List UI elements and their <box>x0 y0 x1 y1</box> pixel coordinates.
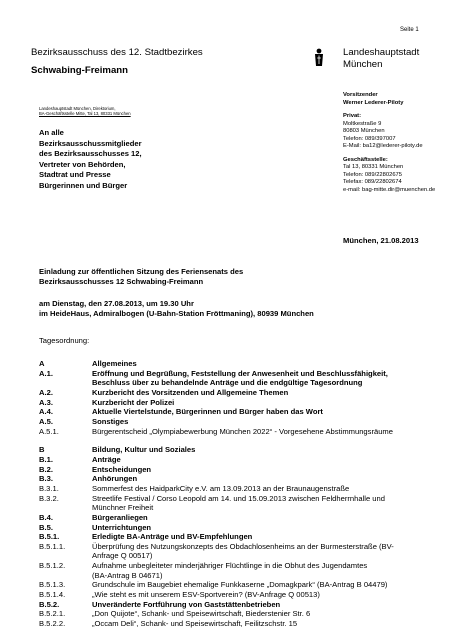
agenda-item-number: B.4. <box>39 512 53 522</box>
private-heading: Privat: <box>343 113 362 119</box>
agenda-item-number <box>39 378 92 388</box>
agenda-item-number <box>39 503 92 513</box>
agenda-item-number: B.1. <box>39 454 53 464</box>
agenda-item <box>39 609 441 619</box>
private-line: Telefon: 089/397007 <box>343 135 396 142</box>
agenda-item <box>39 398 441 408</box>
issuer-name: Bezirksausschuss des 12. Stadtbezirkes <box>31 47 203 58</box>
agenda-item-text: Bürgeranliegen <box>92 512 148 522</box>
office-line: Tal 13, 80331 München <box>343 164 404 170</box>
agenda-item <box>39 513 441 523</box>
meeting-location: im HeideHaus, Admiralbogen (U-Bahn-Station Fröttmaning), 80939 München <box>39 309 314 318</box>
agenda-item-number: B.2. <box>39 464 53 474</box>
agenda-item-number: B <box>39 445 45 455</box>
chair-heading: Vorsitzender <box>343 92 378 98</box>
agenda-item-number: B.3.1. <box>39 483 59 493</box>
recipient-line: Bezirksausschussmitglieder <box>39 138 142 148</box>
office-line: Telefon: 089/22802675 <box>343 171 402 178</box>
office-heading: Geschäftsstelle: <box>343 156 388 163</box>
agenda-item-text: Anfrage Q 00517) <box>92 551 153 561</box>
recipient-line: An alle <box>39 128 64 137</box>
agenda-item-number: B.5.2.1. <box>39 609 66 619</box>
agenda-item-text: Überprüfung des Nutzungskonzepts des Obdachlosenheims an der Burmesterstraße (BV- <box>92 541 394 551</box>
agenda-item <box>39 561 441 571</box>
agenda-item <box>39 571 441 581</box>
agenda-item-number: A.5.1. <box>39 426 59 436</box>
agenda-item <box>39 455 441 465</box>
agenda-item-text: Aufnahme unbegleiteter minderjähriger Flüchtlinge in die Obhut des Jugendamtes <box>92 561 368 571</box>
agenda-item-text: Kurzbericht des Vorsitzenden und Allgemeine Themen <box>92 387 289 397</box>
agenda-item-number: A.4. <box>39 407 53 417</box>
agenda-item-number: A <box>39 359 45 368</box>
private-line: 80803 München <box>343 128 385 134</box>
agenda-item-number: B.5. <box>39 522 53 532</box>
agenda-item <box>39 523 441 533</box>
invitation-line2: Bezirksausschusses 12 Schwabing-Freimann <box>39 277 204 286</box>
invitation-line1: Einladung zur öffentlichen Sitzung des Feriensenats des <box>39 267 244 276</box>
agenda-item-text: Münchner Freiheit <box>92 503 154 513</box>
agenda-item-text: Eröffnung und Begrüßung, Feststellung der Anwesenheit und Beschlussfähigkeit, <box>92 368 388 378</box>
agenda-item <box>39 484 441 494</box>
recipient-block <box>39 128 142 191</box>
agenda-item-number: B.5.1. <box>39 532 60 542</box>
agenda-item <box>39 551 441 561</box>
city-line2: München <box>343 59 383 70</box>
city-block <box>343 47 419 71</box>
agenda-item <box>39 465 441 475</box>
agenda-item <box>39 503 441 513</box>
agenda-item-text: Bildung, Kultur und Soziales <box>92 445 196 455</box>
agenda-item <box>39 619 441 629</box>
letter-date: München, 21.08.2013 <box>343 236 419 245</box>
agenda-item-text: „Don Quijote“, Schank- und Speisewirtschaft, Biederstenier Str. 6 <box>92 609 311 619</box>
agenda-item <box>39 407 441 417</box>
meeting-details <box>39 299 314 319</box>
agenda-item-text: Anhörungen <box>92 474 138 484</box>
issuer-block <box>31 47 203 77</box>
agenda-item <box>39 427 441 437</box>
agenda-item-text: „Wie steht es mit unserem ESV-Sportverein? (BV-Anfrage Q 00513) <box>92 590 320 600</box>
agenda-item <box>39 417 441 427</box>
agenda-item <box>39 378 441 388</box>
agenda-item <box>39 590 441 600</box>
agenda-list <box>39 359 441 629</box>
agenda-item-number <box>39 551 92 561</box>
agenda-item-text: Anträge <box>92 454 121 464</box>
private-line: E-Mail: ba12@lederer-piloty.de <box>343 143 423 149</box>
agenda-item-text: Erledigte BA-Anträge und BV-Empfehlungen <box>92 532 253 542</box>
sender-line2: BA-Geschäftsstelle Mitte, Tal 13, 80331 München <box>39 111 131 116</box>
agenda-item <box>39 388 441 398</box>
agenda-item-number: B.5.2. <box>39 599 60 609</box>
agenda-item <box>39 494 441 504</box>
agenda-item <box>39 359 441 369</box>
agenda-item-number: B.3. <box>39 474 53 484</box>
page-number: Seite 1 <box>400 27 419 33</box>
recipient-line: Bürgerinnen und Bürger <box>39 180 128 190</box>
agenda-item-text: Beschluss über zu behandelnde Anträge und die endgültige Tagesordnung <box>92 378 363 388</box>
agenda-item <box>39 445 441 455</box>
agenda-item-text: „Occam Deli“, Schank- und Speisewirtschaft, Feilitzschstr. 15 <box>92 619 298 629</box>
agenda-item-text: Streetlife Festival / Corso Leopold am 14. und 15.09.2013 zwischen Feldherrnhalle und <box>92 493 385 503</box>
agenda-item-text: Unveränderte Fortführung von Gaststättenbetrieben <box>92 599 281 609</box>
agenda-item-number: B.5.1.3. <box>39 580 66 590</box>
recipient-line: Vertreter von Behörden, <box>39 159 126 169</box>
agenda-item-text: Bürgerentscheid „Olympiabewerbung München 2022“ - Vorgesehene Abstimmungsräume <box>92 426 393 436</box>
meeting-datetime: am Dienstag, den 27.08.2013, um 19.30 Uhr <box>39 299 194 308</box>
agenda-item <box>39 542 441 552</box>
agenda-item-text: (BA-Antrag B 04671) <box>92 570 163 580</box>
agenda-item-text: Unterrichtungen <box>92 522 152 532</box>
agenda-heading: Tagesordnung: <box>39 336 90 345</box>
agenda-item-number: A.3. <box>39 397 53 407</box>
agenda-item-number: A.2. <box>39 387 53 397</box>
recipient-line: Stadtrat und Presse <box>39 170 111 179</box>
agenda-item-text: Entscheidungen <box>92 464 152 474</box>
agenda-item-text: Sonstiges <box>92 416 129 426</box>
issuer-district: Schwabing-Freimann <box>31 65 129 76</box>
agenda-item-number: B.3.2. <box>39 493 59 503</box>
agenda-item-number <box>39 571 92 581</box>
private-line: Moltkestraße 9 <box>343 120 382 127</box>
office-line: Telefax: 089/22802674 <box>343 179 402 185</box>
contact-info <box>343 92 435 194</box>
agenda-item <box>39 369 441 379</box>
office-line: e-mail: bag-mitte.dir@muenchen.de <box>343 186 436 193</box>
invitation-title <box>39 267 243 287</box>
munich-crest-icon <box>313 47 325 67</box>
agenda-item <box>39 474 441 484</box>
agenda-item-number: B.5.1.4. <box>39 590 66 600</box>
city-line1: Landeshauptstadt <box>343 47 420 58</box>
agenda-item-number: B.5.1.2. <box>39 561 66 571</box>
agenda-item-text: Sommerfest des HaidparkCity e.V. am 13.09.2013 an der Braunaugenstraße <box>92 483 350 493</box>
agenda-item-number: B.5.2.2. <box>39 619 66 629</box>
sender-address <box>39 106 131 116</box>
agenda-item-number: A.1. <box>39 368 53 378</box>
chair-name: Werner Lederer-Piloty <box>343 99 404 106</box>
agenda-item-number: A.5. <box>39 416 53 426</box>
agenda-item <box>39 600 441 610</box>
agenda-item-number: B.5.1.1. <box>39 541 66 551</box>
agenda-item-text: Allgemeines <box>92 359 137 368</box>
agenda-item <box>39 532 441 542</box>
recipient-line: des Bezirksausschusses 12, <box>39 149 142 158</box>
agenda-item-text: Grundschule im Baugebiet ehemalige Funkkaserne „Domagkpark“ (BA-Antrag B 04479) <box>92 580 388 590</box>
agenda-item-text: Aktuelle Viertelstunde, Bürgerinnen und Bürger haben das Wort <box>92 407 323 417</box>
sender-line1: Landeshauptstadt München, Direktorium, <box>39 106 116 111</box>
agenda-item <box>39 580 441 590</box>
agenda-item-text: Kurzbericht der Polizei <box>92 397 175 407</box>
